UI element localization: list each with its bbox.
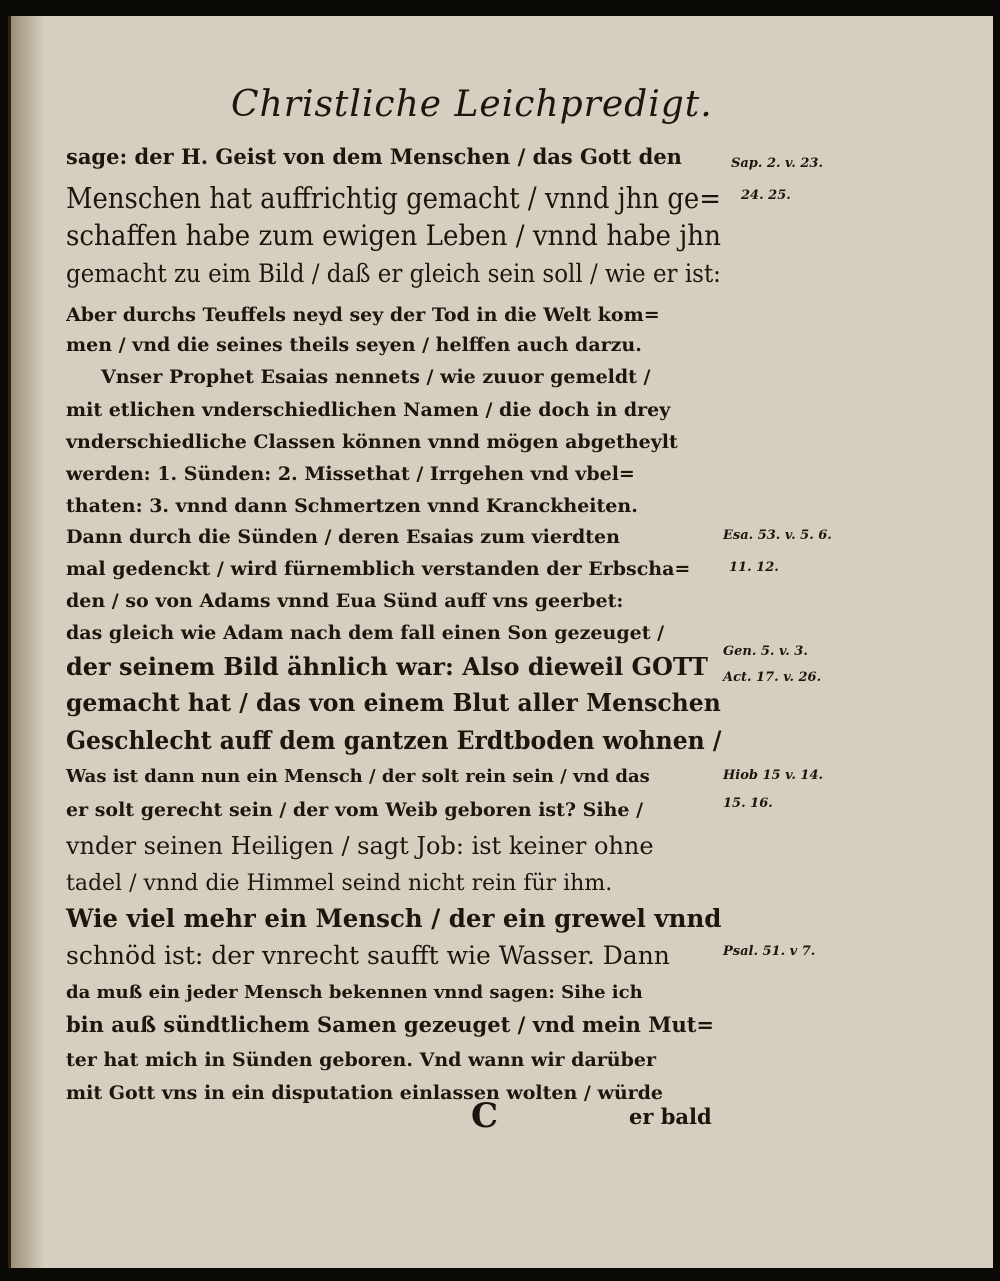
text-line: Geschlecht auff dem gantzen Erdtboden wohnen / bbox=[66, 726, 722, 755]
text-line: vnderschiedliche Classen können vnnd mögen abgetheylt bbox=[66, 431, 678, 453]
text-line: ter hat mich in Sünden geboren. Vnd wann wir darüber bbox=[66, 1049, 656, 1071]
text-line: Was ist dann nun ein Mensch / der solt rein sein / vnd das bbox=[66, 766, 650, 787]
text-line: gemacht zu eim Bild / daß er gleich sein soll / wie er ist: bbox=[66, 259, 721, 288]
margin-note: Psal. 51. v 7. bbox=[723, 944, 816, 959]
text-line: Aber durchs Teuffels neyd sey der Tod in die Welt kom= bbox=[66, 304, 660, 326]
margin-note: Act. 17. v. 26. bbox=[723, 670, 822, 685]
book-page bbox=[8, 16, 993, 1268]
margin-note: Gen. 5. v. 3. bbox=[723, 644, 808, 659]
margin-note: Esa. 53. v. 5. 6. bbox=[723, 528, 832, 543]
text-line: mal gedenckt / wird fürnemblich verstanden der Erbscha= bbox=[66, 558, 691, 580]
margin-note: Sap. 2. v. 23. bbox=[731, 156, 823, 171]
text-line: gemacht hat / das von einem Blut aller Menschen bbox=[66, 688, 721, 717]
running-head: Christliche Leichpredigt. bbox=[231, 84, 713, 125]
text-line: mit Gott vns in ein disputation einlassen wolten / würde bbox=[66, 1082, 664, 1104]
text-line: Menschen hat auffrichtig gemacht / vnnd jhn ge= bbox=[66, 181, 721, 215]
text-line: men / vnd die seines theils seyen / helffen auch darzu. bbox=[66, 334, 642, 356]
text-line: werden: 1. Sünden: 2. Missethat / Irrgehen vnd vbel= bbox=[66, 463, 635, 485]
margin-note: 24. 25. bbox=[741, 188, 791, 203]
margin-note: 15. 16. bbox=[723, 796, 773, 811]
text-line: schaffen habe zum ewigen Leben / vnnd habe jhn bbox=[66, 219, 721, 252]
text-line: den / so von Adams vnnd Eua Sünd auff vns geerbet: bbox=[66, 590, 624, 612]
text-line: er solt gerecht sein / der vom Weib geboren ist? Sihe / bbox=[66, 799, 644, 821]
text-line: Wie viel mehr ein Mensch / der ein grewel vnnd bbox=[66, 904, 722, 933]
text-line: mit etlichen vnderschiedlichen Namen / die doch in drey bbox=[66, 399, 671, 421]
text-line: da muß ein jeder Mensch bekennen vnnd sagen: Sihe ich bbox=[66, 982, 643, 1003]
text-line: vnder seinen Heiligen / sagt Job: ist keiner ohne bbox=[66, 832, 654, 860]
signature-mark: C bbox=[471, 1096, 499, 1136]
text-line: bin auß sündtlichem Samen gezeuget / vnd mein Mut= bbox=[66, 1012, 715, 1037]
catchword: er bald bbox=[629, 1104, 712, 1129]
text-line: der seinem Bild ähnlich war: Also dieweil GOTT bbox=[66, 652, 708, 681]
text-line: sage: der H. Geist von dem Menschen / das Gott den bbox=[66, 144, 682, 169]
text-line: das gleich wie Adam nach dem fall einen Son gezeuget / bbox=[66, 622, 665, 644]
page-gutter-shadow bbox=[11, 16, 45, 1268]
text-line: thaten: 3. vnnd dann Schmertzen vnnd Kranckheiten. bbox=[66, 495, 638, 517]
text-line: Vnser Prophet Esaias nennets / wie zuuor gemeldt / bbox=[101, 366, 651, 388]
text-line: schnöd ist: der vnrecht saufft wie Wasser. Dann bbox=[66, 941, 670, 970]
text-line: Dann durch die Sünden / deren Esaias zum vierdten bbox=[66, 526, 620, 548]
text-line: tadel / vnnd die Himmel seind nicht rein für ihm. bbox=[66, 871, 613, 896]
margin-note: 11. 12. bbox=[729, 560, 779, 575]
margin-note: Hiob 15 v. 14. bbox=[723, 768, 824, 783]
